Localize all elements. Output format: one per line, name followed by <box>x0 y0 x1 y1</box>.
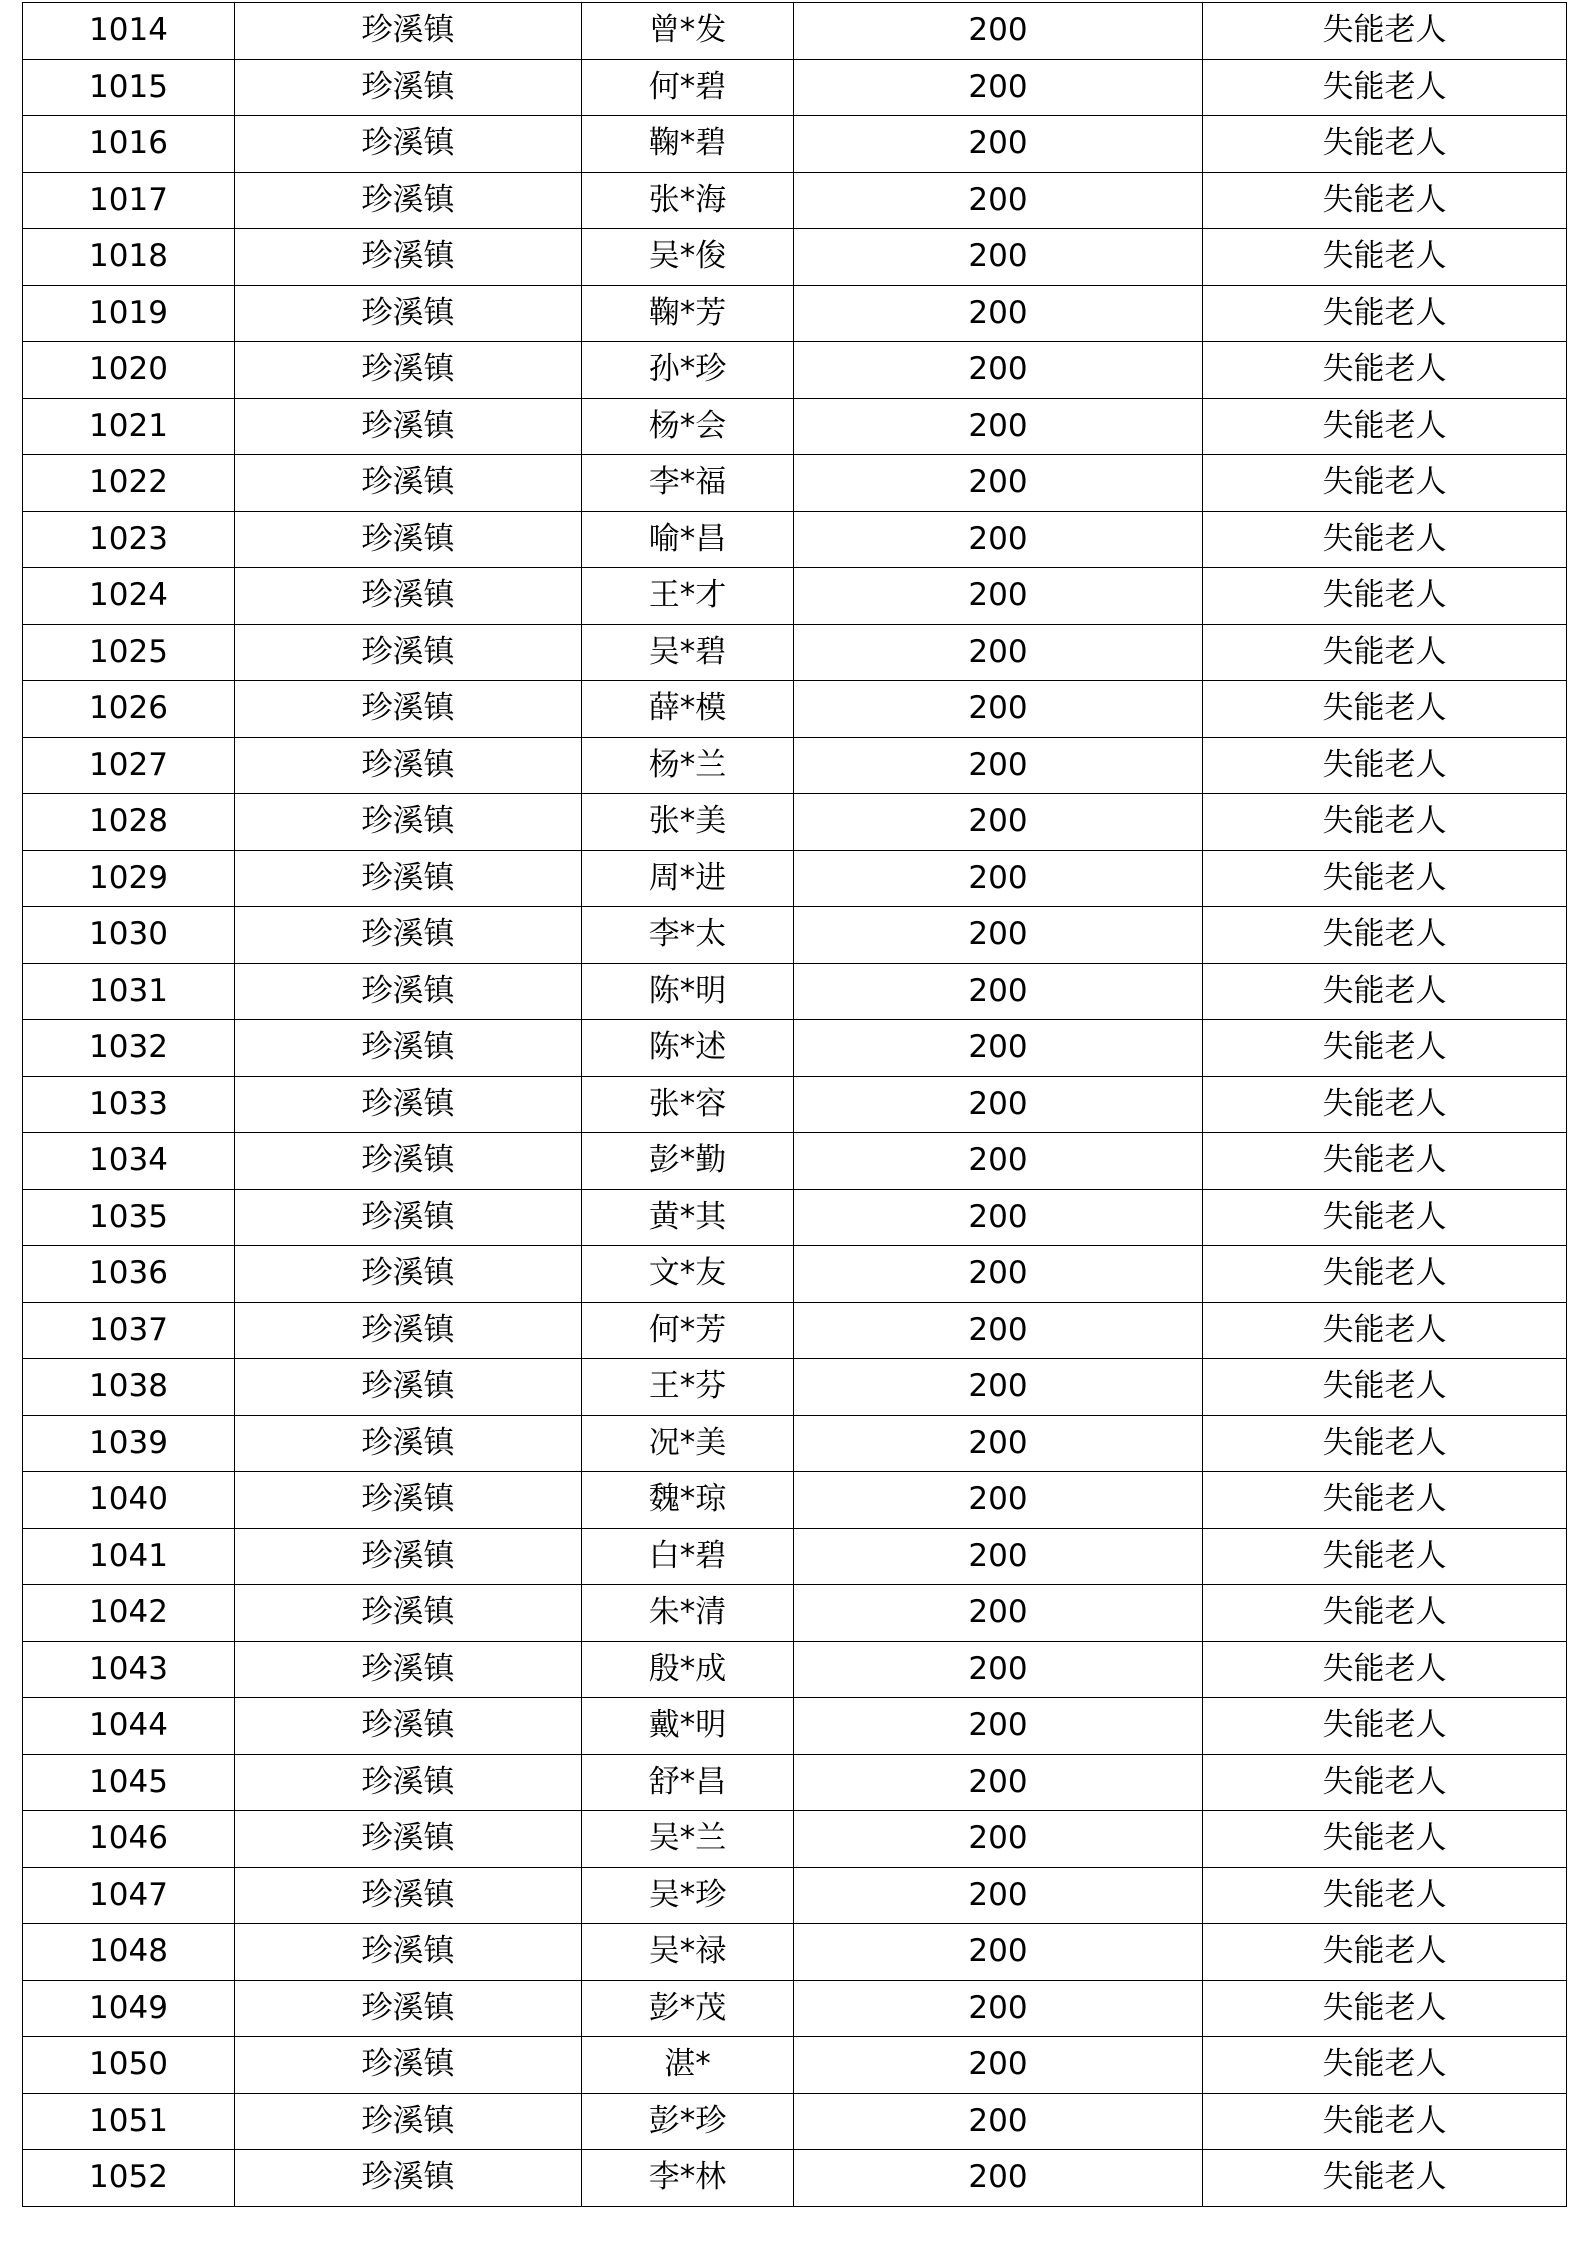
town-cell: 珍溪镇 <box>235 1133 582 1190</box>
name-cell: 张*容 <box>582 1076 794 1133</box>
table-row <box>23 2150 1567 2207</box>
town-cell: 珍溪镇 <box>235 1754 582 1811</box>
name-cell: 李*福 <box>582 455 794 512</box>
amount-cell: 200 <box>794 285 1203 342</box>
category-cell: 失能老人 <box>1203 229 1567 286</box>
amount-cell: 200 <box>794 1246 1203 1303</box>
town-cell: 珍溪镇 <box>235 3 582 60</box>
table-row <box>23 681 1567 738</box>
town-cell: 珍溪镇 <box>235 116 582 173</box>
name-cell: 王*芬 <box>582 1359 794 1416</box>
town-cell: 珍溪镇 <box>235 1585 582 1642</box>
table-row <box>23 794 1567 851</box>
amount-cell: 200 <box>794 59 1203 116</box>
table-row <box>23 1415 1567 1472</box>
amount-cell: 200 <box>794 511 1203 568</box>
table-row <box>23 398 1567 455</box>
category-cell: 失能老人 <box>1203 2037 1567 2094</box>
amount-cell: 200 <box>794 116 1203 173</box>
town-cell: 珍溪镇 <box>235 907 582 964</box>
town-cell: 珍溪镇 <box>235 2150 582 2207</box>
table-row <box>23 568 1567 625</box>
town-cell: 珍溪镇 <box>235 1415 582 1472</box>
amount-cell: 200 <box>794 2150 1203 2207</box>
town-cell: 珍溪镇 <box>235 1867 582 1924</box>
row-number-cell: 1035 <box>23 1189 235 1246</box>
table-row <box>23 1359 1567 1416</box>
category-cell: 失能老人 <box>1203 681 1567 738</box>
town-cell: 珍溪镇 <box>235 1020 582 1077</box>
row-number-cell: 1016 <box>23 116 235 173</box>
table-row <box>23 2037 1567 2094</box>
amount-cell: 200 <box>794 1133 1203 1190</box>
table-row <box>23 229 1567 286</box>
name-cell: 何*碧 <box>582 59 794 116</box>
name-cell: 孙*珍 <box>582 342 794 399</box>
name-cell: 吴*禄 <box>582 1924 794 1981</box>
town-cell: 珍溪镇 <box>235 1528 582 1585</box>
name-cell: 白*碧 <box>582 1528 794 1585</box>
table-row <box>23 172 1567 229</box>
town-cell: 珍溪镇 <box>235 1641 582 1698</box>
name-cell: 陈*述 <box>582 1020 794 1077</box>
name-cell: 喻*昌 <box>582 511 794 568</box>
category-cell: 失能老人 <box>1203 963 1567 1020</box>
row-number-cell: 1041 <box>23 1528 235 1585</box>
name-cell: 魏*琼 <box>582 1472 794 1529</box>
name-cell: 张*海 <box>582 172 794 229</box>
amount-cell: 200 <box>794 1528 1203 1585</box>
row-number-cell: 1032 <box>23 1020 235 1077</box>
amount-cell: 200 <box>794 2037 1203 2094</box>
town-cell: 珍溪镇 <box>235 568 582 625</box>
category-cell: 失能老人 <box>1203 342 1567 399</box>
amount-cell: 200 <box>794 2093 1203 2150</box>
amount-cell: 200 <box>794 963 1203 1020</box>
row-number-cell: 1034 <box>23 1133 235 1190</box>
town-cell: 珍溪镇 <box>235 737 582 794</box>
amount-cell: 200 <box>794 568 1203 625</box>
town-cell: 珍溪镇 <box>235 624 582 681</box>
amount-cell: 200 <box>794 3 1203 60</box>
row-number-cell: 1031 <box>23 963 235 1020</box>
amount-cell: 200 <box>794 398 1203 455</box>
category-cell: 失能老人 <box>1203 737 1567 794</box>
row-number-cell: 1042 <box>23 1585 235 1642</box>
row-number-cell: 1020 <box>23 342 235 399</box>
town-cell: 珍溪镇 <box>235 1698 582 1755</box>
amount-cell: 200 <box>794 1415 1203 1472</box>
category-cell: 失能老人 <box>1203 1415 1567 1472</box>
row-number-cell: 1022 <box>23 455 235 512</box>
town-cell: 珍溪镇 <box>235 229 582 286</box>
table-row <box>23 1133 1567 1190</box>
name-cell: 吴*碧 <box>582 624 794 681</box>
name-cell: 鞠*芳 <box>582 285 794 342</box>
amount-cell: 200 <box>794 1641 1203 1698</box>
name-cell: 舒*昌 <box>582 1754 794 1811</box>
amount-cell: 200 <box>794 229 1203 286</box>
row-number-cell: 1046 <box>23 1811 235 1868</box>
town-cell: 珍溪镇 <box>235 398 582 455</box>
row-number-cell: 1049 <box>23 1980 235 2037</box>
name-cell: 陈*明 <box>582 963 794 1020</box>
amount-cell: 200 <box>794 681 1203 738</box>
town-cell: 珍溪镇 <box>235 850 582 907</box>
table-row <box>23 1189 1567 1246</box>
table-row <box>23 342 1567 399</box>
amount-cell: 200 <box>794 342 1203 399</box>
name-cell: 鞠*碧 <box>582 116 794 173</box>
category-cell: 失能老人 <box>1203 1528 1567 1585</box>
town-cell: 珍溪镇 <box>235 963 582 1020</box>
amount-cell: 200 <box>794 1698 1203 1755</box>
name-cell: 周*进 <box>582 850 794 907</box>
category-cell: 失能老人 <box>1203 850 1567 907</box>
amount-cell: 200 <box>794 1867 1203 1924</box>
category-cell: 失能老人 <box>1203 172 1567 229</box>
town-cell: 珍溪镇 <box>235 1472 582 1529</box>
category-cell: 失能老人 <box>1203 1698 1567 1755</box>
category-cell: 失能老人 <box>1203 794 1567 851</box>
amount-cell: 200 <box>794 624 1203 681</box>
table-row <box>23 2093 1567 2150</box>
row-number-cell: 1014 <box>23 3 235 60</box>
town-cell: 珍溪镇 <box>235 681 582 738</box>
category-cell: 失能老人 <box>1203 1359 1567 1416</box>
amount-cell: 200 <box>794 1020 1203 1077</box>
category-cell: 失能老人 <box>1203 398 1567 455</box>
name-cell: 湛* <box>582 2037 794 2094</box>
name-cell: 吴*珍 <box>582 1867 794 1924</box>
town-cell: 珍溪镇 <box>235 59 582 116</box>
name-cell: 曾*发 <box>582 3 794 60</box>
category-cell: 失能老人 <box>1203 1020 1567 1077</box>
category-cell: 失能老人 <box>1203 568 1567 625</box>
name-cell: 薛*模 <box>582 681 794 738</box>
category-cell: 失能老人 <box>1203 285 1567 342</box>
town-cell: 珍溪镇 <box>235 1246 582 1303</box>
amount-cell: 200 <box>794 850 1203 907</box>
row-number-cell: 1023 <box>23 511 235 568</box>
amount-cell: 200 <box>794 455 1203 512</box>
amount-cell: 200 <box>794 1924 1203 1981</box>
category-cell: 失能老人 <box>1203 116 1567 173</box>
category-cell: 失能老人 <box>1203 2093 1567 2150</box>
category-cell: 失能老人 <box>1203 1076 1567 1133</box>
table-row <box>23 907 1567 964</box>
name-cell: 黄*其 <box>582 1189 794 1246</box>
row-number-cell: 1037 <box>23 1302 235 1359</box>
table-row <box>23 963 1567 1020</box>
row-number-cell: 1029 <box>23 850 235 907</box>
town-cell: 珍溪镇 <box>235 172 582 229</box>
name-cell: 何*芳 <box>582 1302 794 1359</box>
category-cell: 失能老人 <box>1203 2150 1567 2207</box>
name-cell: 况*美 <box>582 1415 794 1472</box>
row-number-cell: 1052 <box>23 2150 235 2207</box>
table-row <box>23 1528 1567 1585</box>
row-number-cell: 1033 <box>23 1076 235 1133</box>
table-row <box>23 1924 1567 1981</box>
town-cell: 珍溪镇 <box>235 2037 582 2094</box>
row-number-cell: 1045 <box>23 1754 235 1811</box>
category-cell: 失能老人 <box>1203 59 1567 116</box>
row-number-cell: 1040 <box>23 1472 235 1529</box>
row-number-cell: 1043 <box>23 1641 235 1698</box>
name-cell: 张*美 <box>582 794 794 851</box>
name-cell: 王*才 <box>582 568 794 625</box>
town-cell: 珍溪镇 <box>235 285 582 342</box>
table-row <box>23 59 1567 116</box>
town-cell: 珍溪镇 <box>235 1076 582 1133</box>
row-number-cell: 1051 <box>23 2093 235 2150</box>
row-number-cell: 1039 <box>23 1415 235 1472</box>
category-cell: 失能老人 <box>1203 511 1567 568</box>
row-number-cell: 1024 <box>23 568 235 625</box>
town-cell: 珍溪镇 <box>235 794 582 851</box>
category-cell: 失能老人 <box>1203 1133 1567 1190</box>
row-number-cell: 1038 <box>23 1359 235 1416</box>
table-row <box>23 3 1567 60</box>
table-row <box>23 1076 1567 1133</box>
category-cell: 失能老人 <box>1203 1867 1567 1924</box>
category-cell: 失能老人 <box>1203 455 1567 512</box>
row-number-cell: 1048 <box>23 1924 235 1981</box>
row-number-cell: 1015 <box>23 59 235 116</box>
town-cell: 珍溪镇 <box>235 1980 582 2037</box>
amount-cell: 200 <box>794 1472 1203 1529</box>
name-cell: 吴*兰 <box>582 1811 794 1868</box>
table-row <box>23 455 1567 512</box>
table-row <box>23 737 1567 794</box>
subsidy-list-table <box>22 2 1567 2207</box>
amount-cell: 200 <box>794 1585 1203 1642</box>
row-number-cell: 1021 <box>23 398 235 455</box>
amount-cell: 200 <box>794 1076 1203 1133</box>
category-cell: 失能老人 <box>1203 624 1567 681</box>
name-cell: 杨*兰 <box>582 737 794 794</box>
town-cell: 珍溪镇 <box>235 1811 582 1868</box>
amount-cell: 200 <box>794 794 1203 851</box>
row-number-cell: 1050 <box>23 2037 235 2094</box>
category-cell: 失能老人 <box>1203 1754 1567 1811</box>
table-row <box>23 1246 1567 1303</box>
town-cell: 珍溪镇 <box>235 1924 582 1981</box>
town-cell: 珍溪镇 <box>235 1359 582 1416</box>
category-cell: 失能老人 <box>1203 1302 1567 1359</box>
amount-cell: 200 <box>794 1980 1203 2037</box>
row-number-cell: 1025 <box>23 624 235 681</box>
row-number-cell: 1044 <box>23 1698 235 1755</box>
table-row <box>23 285 1567 342</box>
name-cell: 彭*茂 <box>582 1980 794 2037</box>
name-cell: 吴*俊 <box>582 229 794 286</box>
row-number-cell: 1028 <box>23 794 235 851</box>
table-row <box>23 1980 1567 2037</box>
table-row <box>23 116 1567 173</box>
town-cell: 珍溪镇 <box>235 1302 582 1359</box>
town-cell: 珍溪镇 <box>235 455 582 512</box>
table-row <box>23 850 1567 907</box>
category-cell: 失能老人 <box>1203 1246 1567 1303</box>
category-cell: 失能老人 <box>1203 907 1567 964</box>
row-number-cell: 1026 <box>23 681 235 738</box>
category-cell: 失能老人 <box>1203 1641 1567 1698</box>
table-row <box>23 511 1567 568</box>
table-row <box>23 1698 1567 1755</box>
name-cell: 殷*成 <box>582 1641 794 1698</box>
table-row <box>23 624 1567 681</box>
name-cell: 戴*明 <box>582 1698 794 1755</box>
row-number-cell: 1018 <box>23 229 235 286</box>
amount-cell: 200 <box>794 737 1203 794</box>
amount-cell: 200 <box>794 1811 1203 1868</box>
row-number-cell: 1047 <box>23 1867 235 1924</box>
name-cell: 彭*珍 <box>582 2093 794 2150</box>
category-cell: 失能老人 <box>1203 1924 1567 1981</box>
table-row <box>23 1754 1567 1811</box>
town-cell: 珍溪镇 <box>235 1189 582 1246</box>
category-cell: 失能老人 <box>1203 1189 1567 1246</box>
name-cell: 文*友 <box>582 1246 794 1303</box>
category-cell: 失能老人 <box>1203 1585 1567 1642</box>
amount-cell: 200 <box>794 1359 1203 1416</box>
row-number-cell: 1036 <box>23 1246 235 1303</box>
town-cell: 珍溪镇 <box>235 511 582 568</box>
name-cell: 杨*会 <box>582 398 794 455</box>
table-row <box>23 1641 1567 1698</box>
table-row <box>23 1302 1567 1359</box>
name-cell: 李*太 <box>582 907 794 964</box>
category-cell: 失能老人 <box>1203 1472 1567 1529</box>
table-row <box>23 1585 1567 1642</box>
name-cell: 彭*勤 <box>582 1133 794 1190</box>
row-number-cell: 1019 <box>23 285 235 342</box>
row-number-cell: 1030 <box>23 907 235 964</box>
table-body <box>23 3 1567 2207</box>
amount-cell: 200 <box>794 1189 1203 1246</box>
amount-cell: 200 <box>794 1302 1203 1359</box>
category-cell: 失能老人 <box>1203 3 1567 60</box>
row-number-cell: 1027 <box>23 737 235 794</box>
town-cell: 珍溪镇 <box>235 2093 582 2150</box>
amount-cell: 200 <box>794 172 1203 229</box>
amount-cell: 200 <box>794 1754 1203 1811</box>
table-row <box>23 1020 1567 1077</box>
category-cell: 失能老人 <box>1203 1811 1567 1868</box>
table-row <box>23 1811 1567 1868</box>
town-cell: 珍溪镇 <box>235 342 582 399</box>
row-number-cell: 1017 <box>23 172 235 229</box>
name-cell: 朱*清 <box>582 1585 794 1642</box>
table-row <box>23 1867 1567 1924</box>
category-cell: 失能老人 <box>1203 1980 1567 2037</box>
amount-cell: 200 <box>794 907 1203 964</box>
table-row <box>23 1472 1567 1529</box>
name-cell: 李*林 <box>582 2150 794 2207</box>
